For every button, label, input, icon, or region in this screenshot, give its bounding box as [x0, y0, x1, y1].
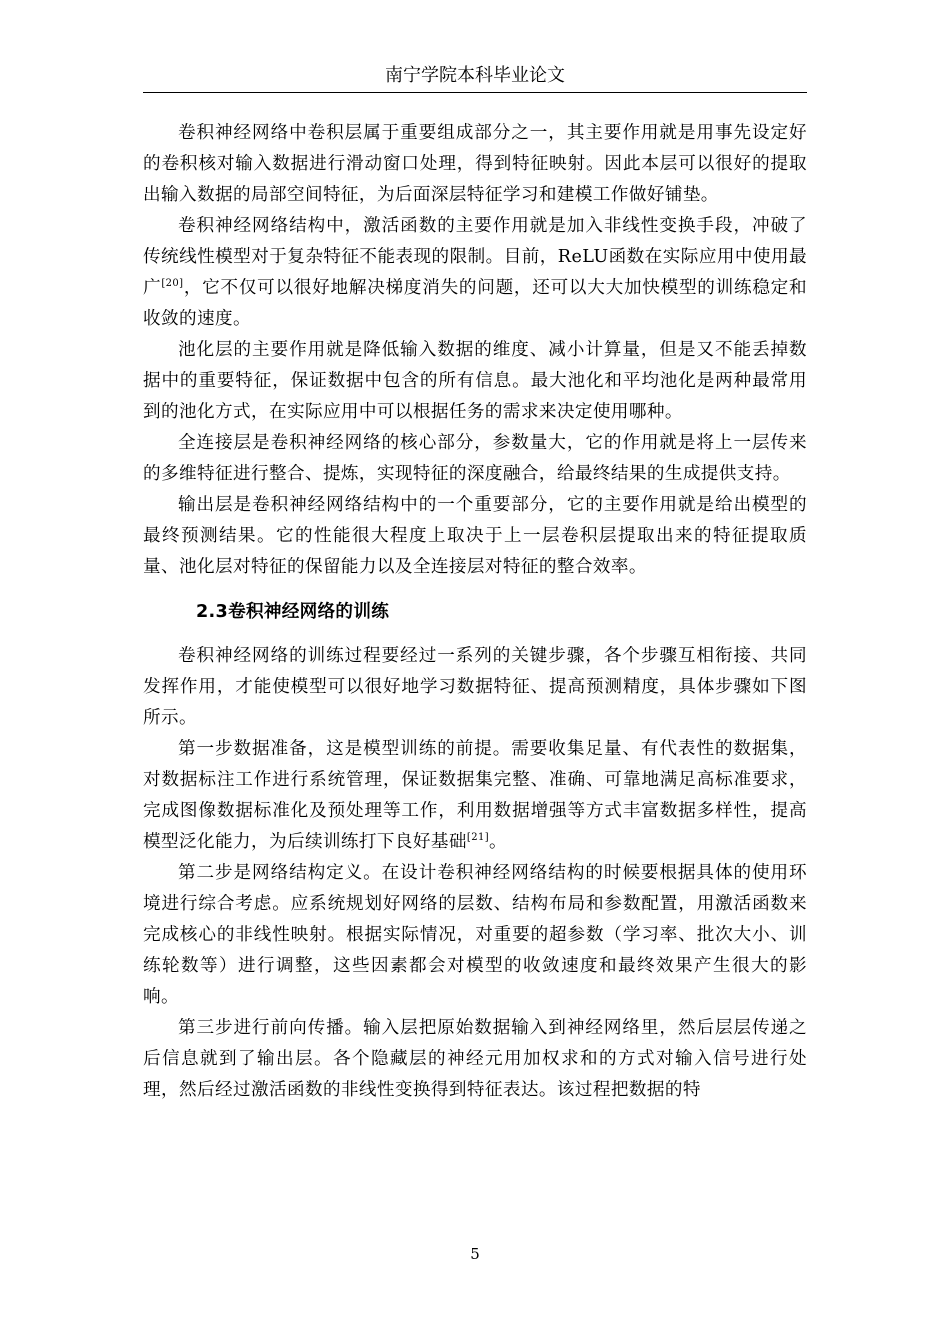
paragraph: [143, 428, 807, 490]
paragraph-text: 卷积神经网络中卷积层属于重要组成部分之一，其主要作用就是用事先设定好的卷积核对输入数据进行滑动窗口处理，得到特征映射。因此本层可以很好的提取出输入数据的局部空间特征，为后面深层特征学习和建模工作做好铺垫。: [143, 123, 807, 205]
paragraph: [143, 734, 807, 858]
paragraph: [143, 335, 807, 428]
paragraph: [143, 211, 807, 335]
paragraph-text: 卷积神经网络的训练过程要经过一系列的关键步骤，各个步骤互相衔接、共同发挥作用，才能使模型可以很好地学习数据特征、提高预测精度，具体步骤如下图所示。: [143, 646, 807, 728]
running-header: 南宁学院本科毕业论文: [385, 65, 565, 86]
paragraph: [143, 490, 807, 583]
paragraph: [143, 641, 807, 734]
paragraph: [143, 1013, 807, 1106]
page-number: 5: [470, 1245, 480, 1263]
section-heading: 2.3卷积神经网络的训练: [196, 602, 390, 622]
citation-ref: [21]: [466, 832, 490, 843]
paragraph-text: 全连接层是卷积神经网络的核心部分，参数量大，它的作用就是将上一层传来的多维特征进行整合、提炼，实现特征的深度融合，给最终结果的生成提供支持。: [143, 433, 807, 484]
paragraph-text: 第一步数据准备，这是模型训练的前提。需要收集足量、有代表性的数据集，对数据标注工作进行系统管理，保证数据集完整、准确、可靠地满足高标准要求，完成图像数据标准化及预处理等工作，利用数据增强等方式丰富数据多样性，提高模型泛化能力，为后续训练打下良好基础: [143, 739, 807, 852]
paragraph-text: 第二步是网络结构定义。在设计卷积神经网络结构的时候要根据具体的使用环境进行综合考虑。应系统规划好网络的层数、结构布局和参数配置，用激活函数来完成核心的非线性映射。根据实际情况，对重要的超参数（学习率、批次大小、训练轮数等）进行调整，这些因素都会对模型的收敛速度和最终效果产生很大的影响。: [143, 863, 807, 1007]
paragraph-text-tail: 。: [489, 832, 508, 852]
body-text: [143, 118, 807, 1106]
paragraph-text-tail: ，它不仅可以很好地解决梯度消失的问题，还可以大大加快模型的训练稳定和收敛的速度。: [143, 278, 807, 329]
paragraph: [143, 858, 807, 1013]
paragraph-text: 卷积神经网络结构中，激活函数的主要作用就是加入非线性变换手段，冲破了传统线性模型对于复杂特征不能表现的限制。目前，ReLU函数在实际应用中使用最广: [143, 216, 807, 298]
citation-ref: [20]: [161, 278, 184, 289]
paragraph-text: 池化层的主要作用就是降低输入数据的维度、减小计算量，但是又不能丢掉数据中的重要特征，保证数据中包含的所有信息。最大池化和平均池化是两种最常用到的池化方式，在实际应用中可以根据任务的需求来决定使用哪种。: [143, 340, 807, 422]
paragraph-text: 输出层是卷积神经网络结构中的一个重要部分，它的主要作用就是给出模型的最终预测结果。它的性能很大程度上取决于上一层卷积层提取出来的特征提取质量、池化层对特征的保留能力以及全连接层对特征的整合效率。: [143, 495, 807, 577]
paragraph: [143, 118, 807, 211]
header-rule: [143, 92, 807, 93]
paragraph-text: 第三步进行前向传播。输入层把原始数据输入到神经网络里，然后层层传递之后信息就到了输出层。各个隐藏层的神经元用加权求和的方式对输入信号进行处理，然后经过激活函数的非线性变换得到特征表达。该过程把数据的特: [143, 1018, 807, 1100]
